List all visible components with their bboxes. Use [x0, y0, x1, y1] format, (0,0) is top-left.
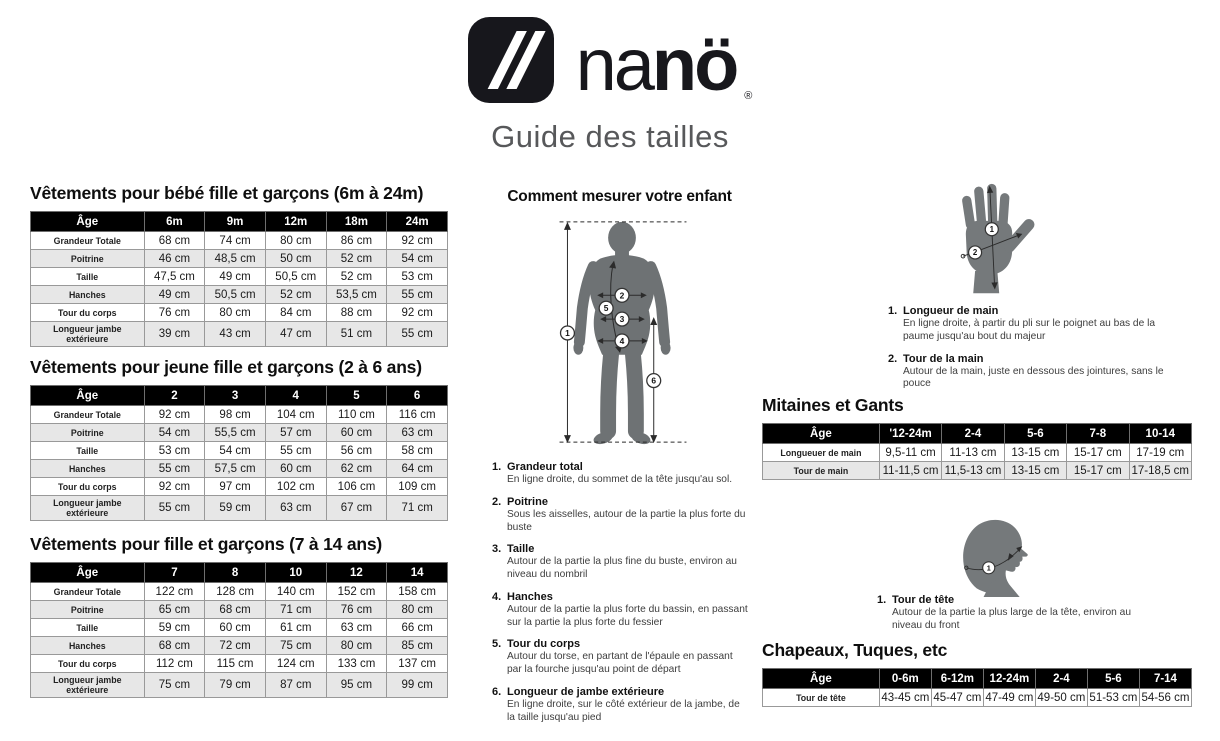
size-cell: 15-17 cm — [1067, 444, 1129, 462]
measure-title-wrap — [492, 188, 747, 213]
svg-text:6: 6 — [651, 375, 657, 386]
table-row — [31, 637, 448, 655]
measure-item-number: 4. — [492, 590, 502, 603]
size-cell: 72 cm — [205, 637, 266, 655]
size-cell: 76 cm — [326, 601, 387, 619]
measure-item-number: 2. — [888, 352, 898, 365]
size-cell: 137 cm — [387, 655, 448, 673]
size-cell: 15-17 cm — [1067, 462, 1129, 480]
size-column-header: 5 — [326, 386, 387, 406]
section-baby — [30, 183, 448, 347]
size-cell: 104 cm — [265, 406, 326, 424]
size-cell: 47,5 cm — [144, 268, 205, 286]
size-cell: 50,5 cm — [205, 286, 266, 304]
measure-item-title: 4. Hanches — [492, 590, 553, 603]
table-row — [31, 478, 448, 496]
hand-measure-image — [938, 180, 1040, 298]
measure-item — [888, 353, 1168, 392]
size-cell: 116 cm — [387, 406, 448, 424]
size-column-header: 8 — [205, 563, 266, 583]
row-label: Longueur jambe extérieure — [31, 322, 145, 347]
size-column-header: 7-14 — [1139, 669, 1191, 689]
row-label: Poitrine — [31, 601, 145, 619]
measure-item-number: 1. — [888, 305, 898, 317]
row-label: Tour du corps — [31, 655, 145, 673]
size-cell: 109 cm — [387, 478, 448, 496]
size-column-header: 12 — [326, 563, 387, 583]
size-cell: 11-11,5 cm — [879, 462, 941, 480]
row-label: Grandeur Totale — [31, 583, 145, 601]
table-row — [31, 250, 448, 268]
size-cell: 152 cm — [326, 583, 387, 601]
measure-item-number: 1. — [877, 594, 887, 606]
size-cell: 56 cm — [326, 442, 387, 460]
size-column-header: 2-4 — [942, 424, 1004, 444]
size-cell: 95 cm — [326, 673, 387, 698]
size-cell: 99 cm — [387, 673, 448, 698]
size-column-header: 18m — [326, 212, 387, 232]
measure-item — [492, 686, 748, 725]
size-cell: 55 cm — [387, 322, 448, 347]
size-cell: 140 cm — [265, 583, 326, 601]
size-cell: 112 cm — [144, 655, 205, 673]
table-row — [31, 601, 448, 619]
size-column-header: 12m — [265, 212, 326, 232]
size-column-header: '12-24m — [879, 424, 941, 444]
size-cell: 52 cm — [326, 250, 387, 268]
size-cell: 17-18,5 cm — [1129, 462, 1191, 480]
size-cell: 11-13 cm — [942, 444, 1004, 462]
svg-text:5: 5 — [603, 303, 609, 314]
row-label: Poitrine — [31, 424, 145, 442]
size-cell: 55 cm — [144, 496, 205, 521]
size-column-header: 10-14 — [1129, 424, 1191, 444]
size-cell: 74 cm — [205, 232, 266, 250]
section-young — [30, 357, 448, 521]
size-cell: 75 cm — [265, 637, 326, 655]
size-cell: 115 cm — [205, 655, 266, 673]
header-row — [763, 669, 1192, 689]
size-cell: 57 cm — [265, 424, 326, 442]
size-column-header: 14 — [387, 563, 448, 583]
row-label: Longueuer de main — [763, 444, 880, 462]
size-cell: 71 cm — [265, 601, 326, 619]
size-cell: 55 cm — [144, 460, 205, 478]
measure-item-title: 5. Tour du corps — [492, 638, 581, 651]
size-cell: 13-15 cm — [1004, 462, 1066, 480]
size-cell: 79 cm — [205, 673, 266, 698]
size-column-header: 0-6m — [879, 669, 931, 689]
size-column-header: 3 — [205, 386, 266, 406]
logo-wordmark — [576, 22, 737, 108]
table-row — [31, 268, 448, 286]
hats-size-table — [762, 668, 1192, 707]
age-column-header: Âge — [31, 386, 145, 406]
measure-item-description: Autour de la partie la plus forte du bassin, en passant sur la partie la plus forte du fessier — [507, 603, 748, 628]
size-cell: 63 cm — [265, 496, 326, 521]
size-cell: 92 cm — [387, 304, 448, 322]
row-label: Longueur jambe extérieure — [31, 673, 145, 698]
size-cell: 45-47 cm — [931, 689, 983, 707]
age-column-header: Âge — [31, 212, 145, 232]
size-cell: 11,5-13 cm — [942, 462, 1004, 480]
measure-item-description: En ligne droite, du sommet de la tête jusqu'au sol. — [507, 474, 733, 485]
size-column-header: 4 — [265, 386, 326, 406]
svg-text:1: 1 — [986, 563, 991, 573]
size-cell: 43-45 cm — [879, 689, 931, 707]
row-label: Hanches — [31, 460, 145, 478]
size-cell: 55,5 cm — [205, 424, 266, 442]
row-label: Grandeur Totale — [31, 406, 145, 424]
size-cell: 60 cm — [205, 619, 266, 637]
table-row — [31, 232, 448, 250]
size-cell: 13-15 cm — [1004, 444, 1066, 462]
measure-item-title: 1. Longueur de main — [888, 305, 999, 317]
table-row — [31, 322, 448, 347]
svg-text:3: 3 — [619, 314, 625, 325]
table-row — [31, 406, 448, 424]
size-cell: 47-49 cm — [983, 689, 1035, 707]
svg-text:2: 2 — [619, 290, 625, 301]
size-cell: 97 cm — [205, 478, 266, 496]
mittens-size-table — [762, 423, 1192, 480]
size-cell: 76 cm — [144, 304, 205, 322]
head-steps-list — [877, 594, 1159, 642]
head-badges — [983, 562, 995, 574]
size-column-header: 12-24m — [983, 669, 1035, 689]
size-cell: 110 cm — [326, 406, 387, 424]
size-cell: 124 cm — [265, 655, 326, 673]
svg-text:1: 1 — [989, 225, 994, 235]
row-label: Tour du corps — [31, 478, 145, 496]
size-cell: 80 cm — [265, 232, 326, 250]
table-row — [763, 462, 1192, 480]
size-cell: 58 cm — [387, 442, 448, 460]
size-column-header: 10 — [265, 563, 326, 583]
page-title: Guide des tailles — [491, 119, 729, 154]
size-cell: 65 cm — [144, 601, 205, 619]
measure-title: Comment mesurer votre enfant — [507, 188, 732, 205]
mittens-table-title: Mitaines et Gants — [762, 395, 904, 415]
size-cell: 67 cm — [326, 496, 387, 521]
nano-logo-icon — [468, 17, 554, 103]
measure-item-description: Autour du torse, en partant de l'épaule en passant par la fourche jusqu'au point de départ — [507, 651, 733, 675]
measure-item-description: Sous les aisselles, autour de la partie la plus forte du buste — [507, 508, 746, 533]
age-column-header: Âge — [763, 424, 880, 444]
size-cell: 62 cm — [326, 460, 387, 478]
header-row — [31, 212, 448, 232]
measure-item-number: 1. — [492, 461, 502, 473]
size-cell: 128 cm — [205, 583, 266, 601]
size-cell: 61 cm — [265, 619, 326, 637]
head-measure-image — [944, 499, 1030, 597]
row-label: Hanches — [31, 286, 145, 304]
measure-item — [492, 461, 748, 487]
head-silhouette — [963, 520, 1028, 597]
size-cell: 98 cm — [205, 406, 266, 424]
row-label: Hanches — [31, 637, 145, 655]
table-row — [31, 655, 448, 673]
size-cell: 50,5 cm — [265, 268, 326, 286]
svg-text:2: 2 — [972, 248, 978, 258]
size-cell: 57,5 cm — [205, 460, 266, 478]
logo-text-bold: nö — [651, 23, 737, 106]
hand-silhouette — [966, 188, 1029, 293]
measure-item-title: 2. Poitrine — [492, 495, 548, 508]
size-cell: 84 cm — [265, 304, 326, 322]
measure-item-title: 3. Taille — [492, 543, 535, 556]
table-row — [31, 286, 448, 304]
size-cell: 59 cm — [205, 496, 266, 521]
size-column-header: 7 — [144, 563, 205, 583]
measure-steps-list — [492, 461, 748, 733]
size-cell: 86 cm — [326, 232, 387, 250]
size-cell: 60 cm — [265, 460, 326, 478]
size-column-header: 6 — [387, 386, 448, 406]
size-cell: 122 cm — [144, 583, 205, 601]
header-row — [31, 386, 448, 406]
measure-item-description: En ligne droite, à partir du pli sur le poignet au bas de la paume jusqu'au bout du majeur — [903, 318, 1156, 342]
logo-text-regular: na — [575, 23, 652, 106]
table-row — [31, 496, 448, 521]
size-column-header: 7-8 — [1067, 424, 1129, 444]
young-table-title: Vêtements pour jeune fille et garçons (2 à 6 ans) — [30, 357, 422, 377]
size-cell: 52 cm — [265, 286, 326, 304]
size-cell: 53 cm — [387, 268, 448, 286]
size-cell: 49 cm — [205, 268, 266, 286]
size-column-header: 2 — [144, 386, 205, 406]
size-cell: 85 cm — [387, 637, 448, 655]
hand-steps-list — [888, 305, 1168, 400]
size-cell: 92 cm — [144, 478, 205, 496]
size-cell: 92 cm — [144, 406, 205, 424]
size-cell: 80 cm — [205, 304, 266, 322]
size-cell: 17-19 cm — [1129, 444, 1191, 462]
baby-table-title: Vêtements pour bébé fille et garçons (6m à 24m) — [30, 183, 424, 203]
row-label: Tour de tête — [763, 689, 880, 707]
row-label: Taille — [31, 268, 145, 286]
measure-item — [492, 638, 748, 677]
row-label: Tour du corps — [31, 304, 145, 322]
size-cell: 54 cm — [144, 424, 205, 442]
measure-item-title: 1. Grandeur total — [492, 461, 583, 473]
measure-item-number: 3. — [492, 543, 502, 556]
section-kids — [30, 534, 448, 698]
measure-item-description: Autour de la partie la plus fine du buste, environ au niveau du nombril — [507, 556, 737, 580]
table-row — [763, 444, 1192, 462]
size-cell: 75 cm — [144, 673, 205, 698]
size-cell: 80 cm — [387, 601, 448, 619]
row-label: Taille — [31, 442, 145, 460]
row-label: Tour de main — [763, 462, 880, 480]
table-row — [31, 619, 448, 637]
size-cell: 49 cm — [144, 286, 205, 304]
size-cell: 39 cm — [144, 322, 205, 347]
table-row — [31, 583, 448, 601]
size-cell: 87 cm — [265, 673, 326, 698]
size-cell: 158 cm — [387, 583, 448, 601]
size-cell: 68 cm — [205, 601, 266, 619]
size-cell: 55 cm — [265, 442, 326, 460]
size-cell: 60 cm — [326, 424, 387, 442]
size-cell: 106 cm — [326, 478, 387, 496]
size-column-header: 5-6 — [1087, 669, 1139, 689]
size-cell: 92 cm — [387, 232, 448, 250]
hats-table-title: Chapeaux, Tuques, etc — [762, 640, 948, 660]
size-cell: 54 cm — [205, 442, 266, 460]
baby-size-table — [30, 211, 448, 347]
size-cell: 53,5 cm — [326, 286, 387, 304]
size-column-header: 24m — [387, 212, 448, 232]
size-cell: 88 cm — [326, 304, 387, 322]
section-hats — [762, 640, 1192, 707]
size-cell: 52 cm — [326, 268, 387, 286]
measure-item — [492, 543, 748, 582]
measure-item-number: 6. — [492, 685, 502, 698]
age-column-header: Âge — [31, 563, 145, 583]
table-row — [31, 304, 448, 322]
size-cell: 55 cm — [387, 286, 448, 304]
size-cell: 66 cm — [387, 619, 448, 637]
kids-table-title: Vêtements pour fille et garçons (7 à 14 ans) — [30, 534, 383, 554]
table-row — [31, 460, 448, 478]
size-cell: 50 cm — [265, 250, 326, 268]
young-size-table — [30, 385, 448, 521]
size-cell: 68 cm — [144, 232, 205, 250]
row-label: Taille — [31, 619, 145, 637]
size-column-header: 6-12m — [931, 669, 983, 689]
section-mittens — [762, 395, 1192, 480]
table-row — [763, 689, 1192, 707]
size-cell: 51 cm — [326, 322, 387, 347]
size-cell: 51-53 cm — [1087, 689, 1139, 707]
measure-item-number: 5. — [492, 638, 502, 651]
size-cell: 71 cm — [387, 496, 448, 521]
header-row — [763, 424, 1192, 444]
size-cell: 68 cm — [144, 637, 205, 655]
registered-trademark: ® — [744, 90, 753, 102]
child-body-measure-image — [497, 212, 747, 450]
size-cell: 46 cm — [144, 250, 205, 268]
svg-text:1: 1 — [565, 327, 570, 338]
nano-logo — [0, 14, 1220, 106]
size-cell: 48,5 cm — [205, 250, 266, 268]
measure-item-number: 2. — [492, 495, 502, 508]
size-cell: 53 cm — [144, 442, 205, 460]
size-cell: 63 cm — [387, 424, 448, 442]
measure-item — [877, 594, 1159, 633]
size-cell: 43 cm — [205, 322, 266, 347]
age-column-header: Âge — [763, 669, 880, 689]
measure-item — [492, 496, 748, 535]
table-row — [31, 424, 448, 442]
size-cell: 54 cm — [387, 250, 448, 268]
size-cell: 49-50 cm — [1035, 689, 1087, 707]
size-cell: 102 cm — [265, 478, 326, 496]
measure-item — [888, 305, 1168, 344]
size-column-header: 9m — [205, 212, 266, 232]
measure-item-title: 2. Tour de la main — [888, 352, 984, 365]
size-column-header: 5-6 — [1004, 424, 1066, 444]
size-cell: 47 cm — [265, 322, 326, 347]
measure-item — [492, 591, 748, 630]
size-column-header: 2-4 — [1035, 669, 1087, 689]
size-cell: 133 cm — [326, 655, 387, 673]
size-cell: 9,5-11 cm — [879, 444, 941, 462]
size-cell: 54-56 cm — [1139, 689, 1191, 707]
measure-item-description: Autour de la main, juste en dessous des jointures, sans le pouce — [903, 365, 1164, 390]
measure-item-description: Autour de la partie la plus large de la tête, environ au niveau du front — [892, 607, 1131, 631]
row-label: Grandeur Totale — [31, 232, 145, 250]
svg-text:4: 4 — [619, 335, 625, 346]
row-label: Poitrine — [31, 250, 145, 268]
size-cell: 80 cm — [326, 637, 387, 655]
measure-item-description: En ligne droite, sur le côté extérieur de la jambe, de la taille jusqu'au pied — [507, 698, 740, 723]
size-cell: 63 cm — [326, 619, 387, 637]
measure-item-title: 6. Longueur de jambe extérieure — [492, 685, 665, 698]
size-cell: 59 cm — [144, 619, 205, 637]
table-row — [31, 673, 448, 698]
size-cell: 64 cm — [387, 460, 448, 478]
size-column-header: 6m — [144, 212, 205, 232]
row-label: Longueur jambe extérieure — [31, 496, 145, 521]
kids-size-table — [30, 562, 448, 698]
table-row — [31, 442, 448, 460]
header-row — [31, 563, 448, 583]
measure-item-title: 1. Tour de tête — [877, 594, 955, 606]
